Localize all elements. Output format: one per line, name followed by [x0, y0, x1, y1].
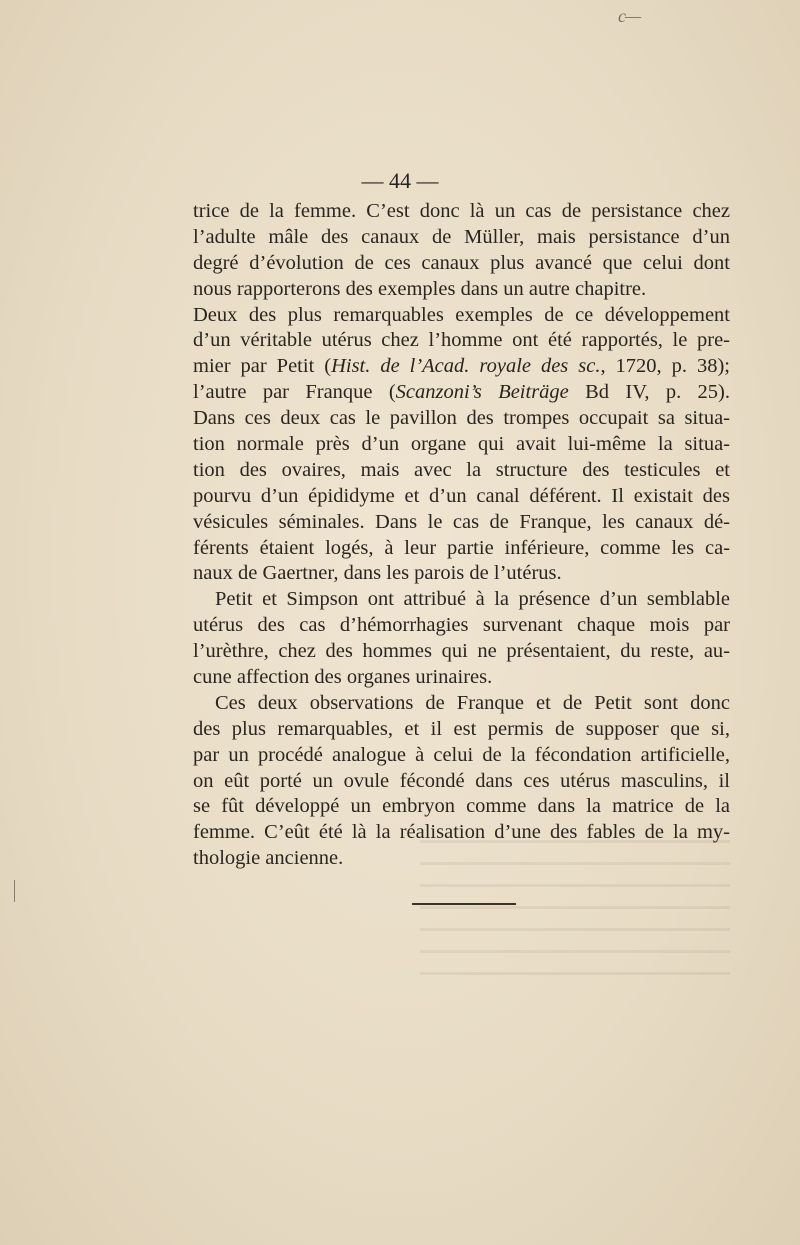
text-segment: pourvu d’un épididyme et d’un canal déférent. Il existait des	[193, 484, 730, 507]
text-line	[193, 665, 730, 691]
citation-italic: Hist. de l’Acad. royale des sc.	[331, 355, 601, 378]
text-line	[193, 406, 730, 432]
text-line	[193, 769, 730, 795]
text-segment: cune affection des organes urinaires.	[193, 666, 493, 689]
text-segment: l’adulte mâle des canaux de Müller, mais persistance d’un	[193, 225, 730, 248]
text-segment: tion normale près d’un organe qui avait lui-même la situa-	[193, 433, 730, 456]
citation-italic: Scanzoni’s Beiträge	[395, 381, 569, 404]
text-line	[193, 458, 730, 484]
text-line	[193, 354, 730, 380]
text-line	[193, 561, 730, 587]
corner-pencil-mark: c—	[618, 6, 640, 26]
text-line	[193, 277, 730, 303]
body-text	[193, 199, 730, 872]
text-segment: utérus des cas d’hémorrhagies survenant chaque mois par	[193, 614, 730, 637]
text-segment: Dans ces deux cas le pavillon des trompes occupait sa situa-	[193, 407, 730, 430]
text-segment: nous rapporterons des exemples dans un autre chapitre.	[193, 277, 647, 300]
text-segment: degré d’évolution de ces canaux plus avancé que celui dont	[193, 251, 730, 274]
section-end-rule	[412, 903, 516, 905]
text-segment: d’un véritable utérus chez l’homme ont été rapportés, le pre-	[193, 329, 730, 352]
text-segment: femme. C’eût été là la réalisation d’une des fables de la my-	[193, 821, 730, 844]
text-segment: l’urèthre, chez des hommes qui ne présentaient, du reste, au-	[193, 640, 730, 663]
text-line	[193, 251, 730, 277]
page-number: — 44 —	[361, 168, 439, 193]
text-segment: on eût porté un ovule fécondé dans ces utérus masculins, il	[193, 769, 730, 792]
text-line	[193, 846, 730, 872]
text-segment: par un procédé analogue à celui de la fécondation artificielle,	[193, 743, 730, 766]
text-line	[193, 613, 730, 639]
text-line	[193, 536, 730, 562]
text-line	[193, 328, 730, 354]
text-segment: Petit et Simpson ont attribué à la présence d’un semblable	[215, 588, 730, 611]
text-line	[193, 743, 730, 769]
text-line	[193, 484, 730, 510]
text-segment: l’autre par Franque (	[193, 381, 396, 404]
margin-mark	[14, 880, 15, 902]
text-segment: des plus remarquables, et il est permis de supposer que si,	[193, 717, 730, 740]
text-line	[193, 380, 730, 406]
text-line	[193, 820, 730, 846]
text-line	[193, 639, 730, 665]
text-line	[193, 199, 730, 225]
text-line	[193, 794, 730, 820]
text-line	[193, 587, 730, 613]
text-segment: , 1720, p. 38);	[600, 355, 730, 378]
text-line	[193, 510, 730, 536]
text-segment: trice de la femme. C’est donc là un cas de persistance chez	[193, 200, 730, 222]
text-segment: vésicules séminales. Dans le cas de Franque, les canaux dé-	[193, 510, 730, 533]
text-line	[193, 691, 730, 717]
text-segment: se fût développé un embryon comme dans la matrice de la	[193, 795, 730, 818]
text-segment: Bd IV, p. 25).	[568, 381, 730, 404]
text-segment: thologie ancienne.	[193, 847, 344, 870]
text-segment: férents étaient logés, à leur partie inférieure, comme les ca-	[193, 536, 730, 559]
text-line	[193, 225, 730, 251]
text-segment: Ces deux observations de Franque et de Petit sont donc	[215, 691, 730, 714]
text-line	[193, 717, 730, 743]
text-line	[193, 303, 730, 329]
text-segment: mier par Petit (	[193, 355, 332, 378]
text-segment: tion des ovaires, mais avec la structure des testicules et	[193, 458, 730, 481]
text-line	[193, 432, 730, 458]
text-segment: naux de Gaertner, dans les parois de l’utérus.	[193, 562, 562, 585]
text-segment: Deux des plus remarquables exemples de ce développement	[193, 303, 730, 326]
